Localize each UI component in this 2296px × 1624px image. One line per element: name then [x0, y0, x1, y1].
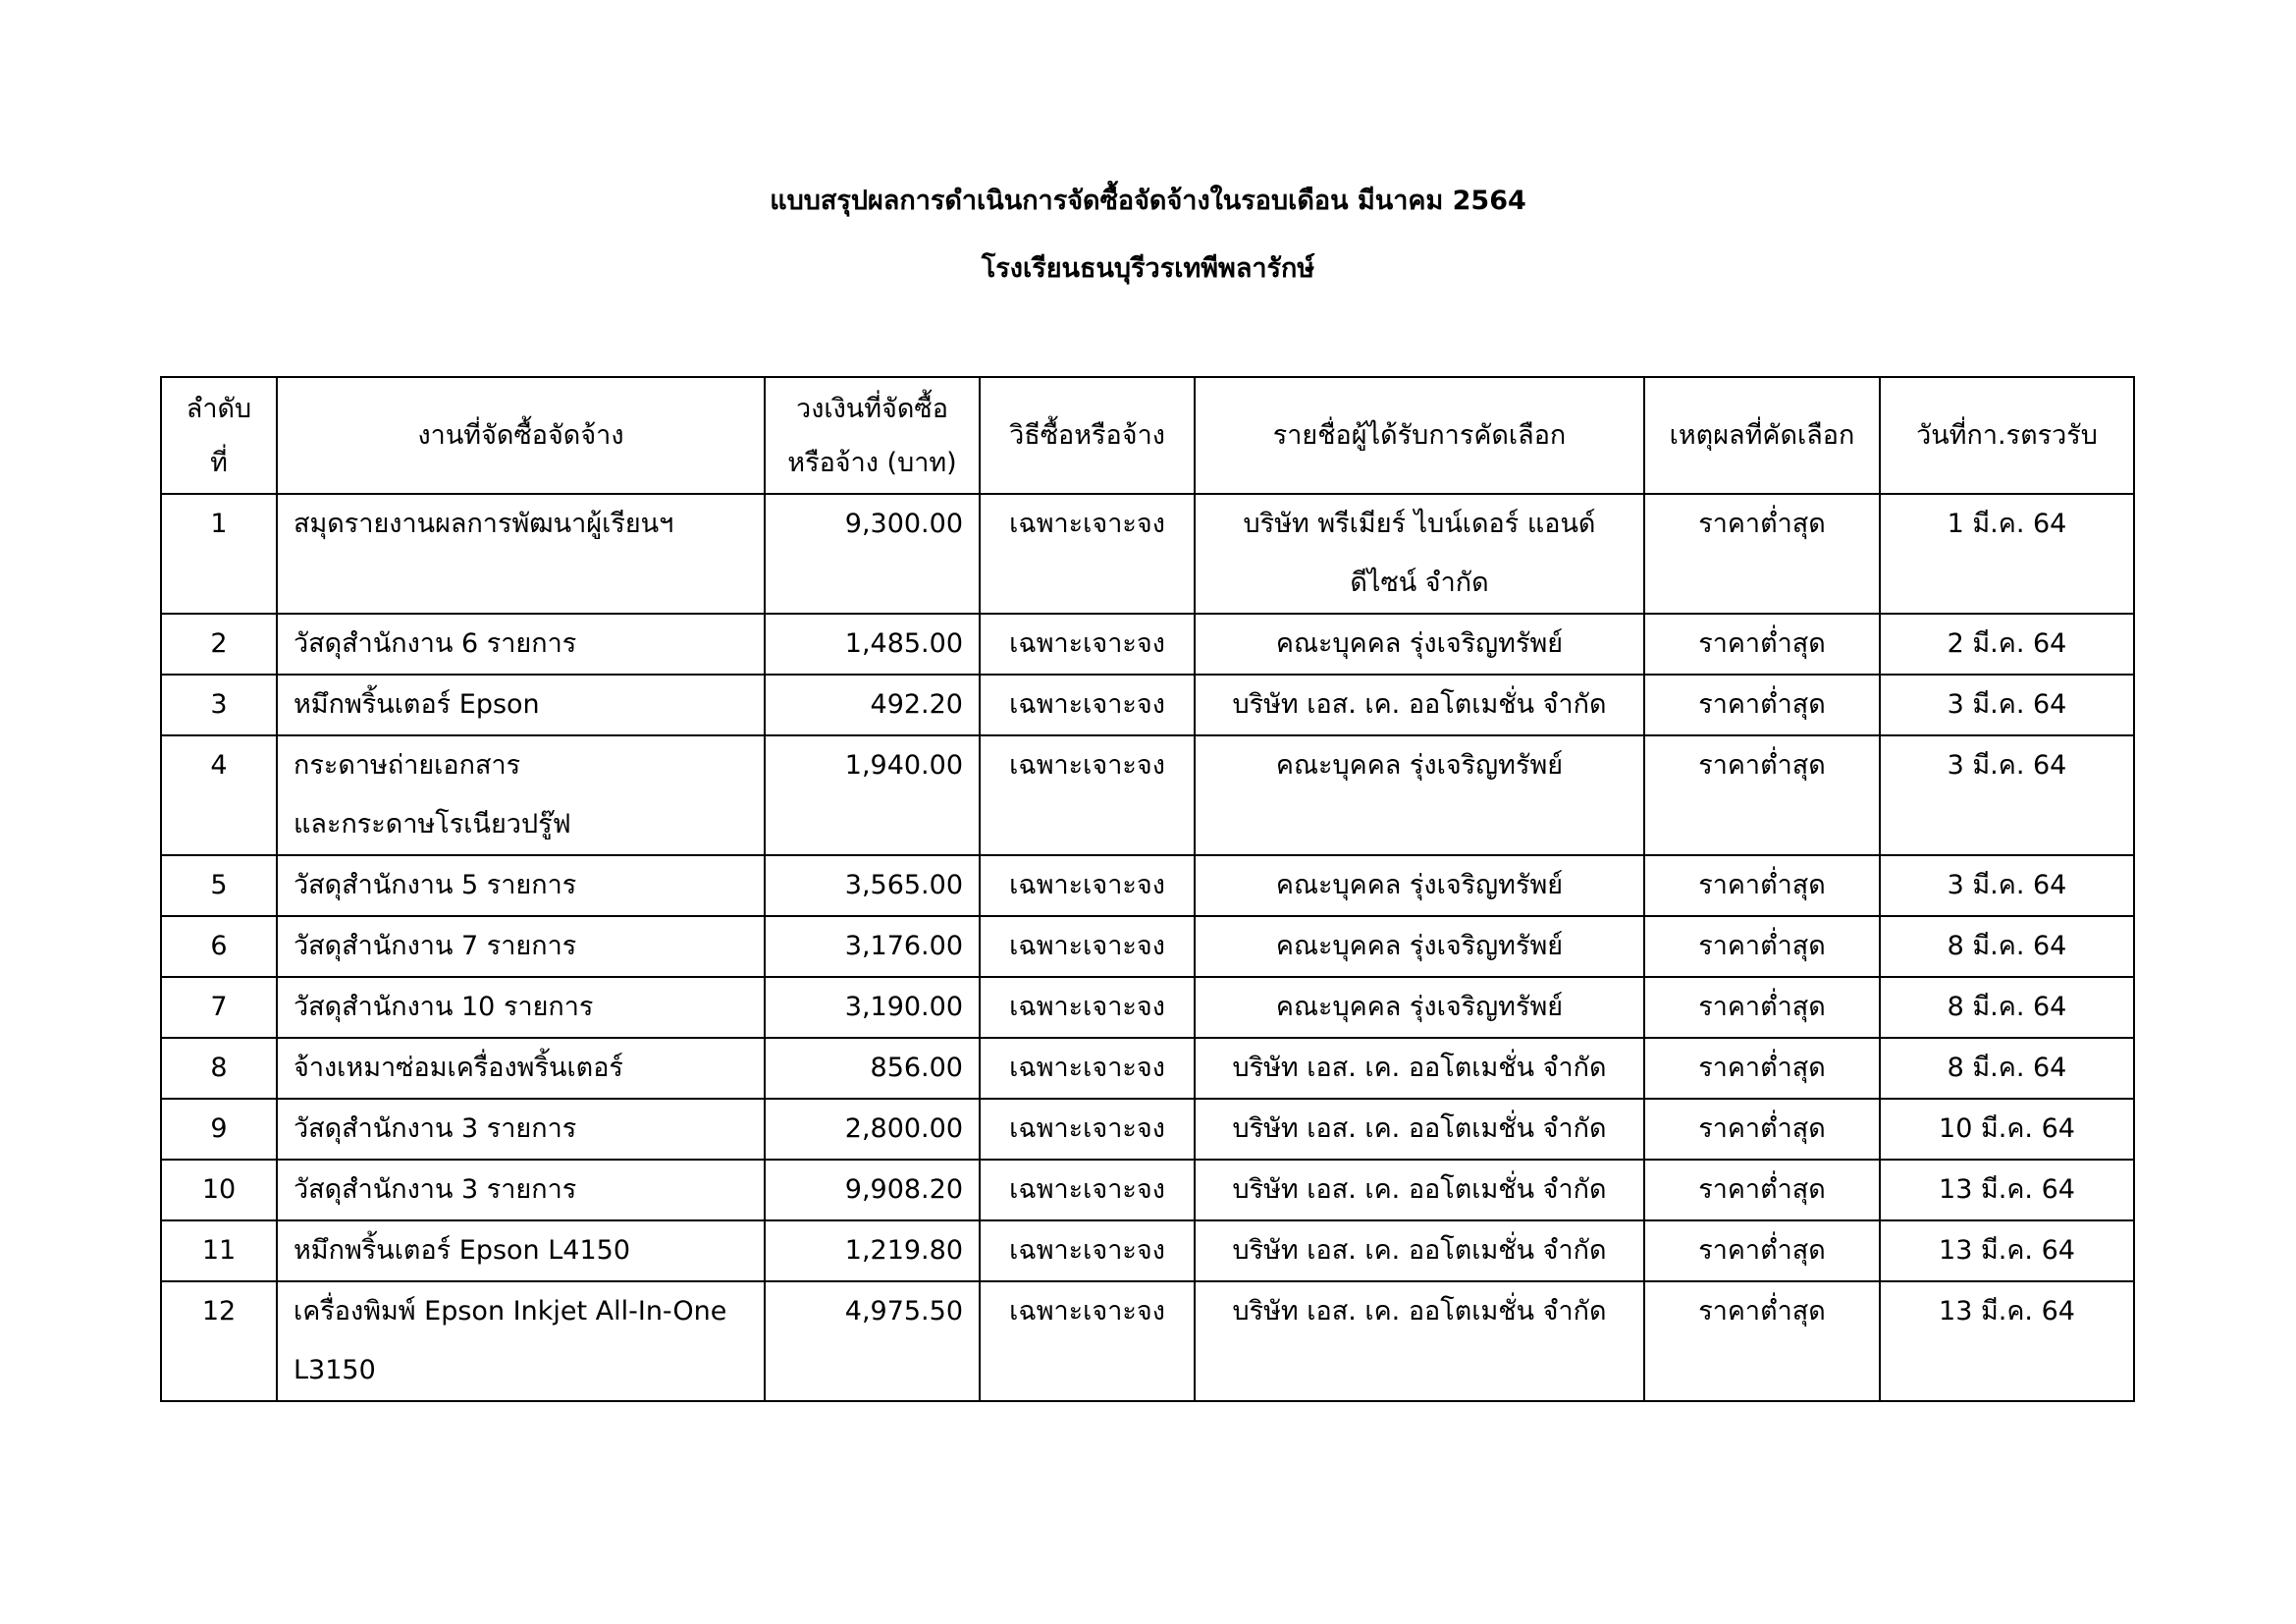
- cell-method: [980, 614, 1195, 675]
- table-row: [161, 1038, 2134, 1099]
- cell-no-text: 12: [201, 1296, 237, 1326]
- cell-item-text: วัสดุสำนักงาน 5 รายการ: [294, 870, 577, 900]
- cell-date-text: 8 มี.ค. 64: [1947, 931, 2067, 961]
- cell-date-text: 13 มี.ค. 64: [1939, 1235, 2075, 1266]
- table-row: [161, 494, 2134, 614]
- cell-method-text: เฉพาะเจาะจง: [1009, 689, 1165, 720]
- cell-item: [277, 977, 765, 1038]
- header-no: ลำดับที่: [161, 377, 277, 494]
- cell-no: [161, 1160, 277, 1220]
- table-row: [161, 1220, 2134, 1281]
- cell-vendor: [1195, 916, 1644, 977]
- cell-amount-text: 492.20: [870, 689, 963, 720]
- cell-date: [1880, 916, 2134, 977]
- cell-date-text: 10 มี.ค. 64: [1939, 1113, 2075, 1144]
- cell-vendor-text: บริษัท เอส. เค. ออโตเมชั่น จำกัด: [1232, 1296, 1607, 1326]
- cell-date-text: 8 มี.ค. 64: [1947, 992, 2067, 1022]
- table-row: [161, 916, 2134, 977]
- cell-vendor-text: คณะบุคคล รุ่งเจริญทรัพย์: [1275, 628, 1564, 659]
- cell-no: [161, 494, 277, 614]
- cell-no-text: 9: [210, 1113, 228, 1144]
- cell-vendor-text: บริษัท เอส. เค. ออโตเมชั่น จำกัด: [1232, 689, 1607, 720]
- cell-date-text: 13 มี.ค. 64: [1939, 1174, 2075, 1205]
- table-row: [161, 855, 2134, 916]
- cell-date-text: 1 มี.ค. 64: [1947, 509, 2067, 539]
- cell-item-text: วัสดุสำนักงาน 3 รายการ: [294, 1174, 577, 1205]
- header-amount: [765, 377, 980, 494]
- cell-no: [161, 916, 277, 977]
- cell-method: [980, 494, 1195, 614]
- cell-item-text: เครื่องพิมพ์ Epson Inkjet All-In-One: [294, 1296, 727, 1326]
- cell-vendor: [1195, 675, 1644, 735]
- header-vendor: รายชื่อผู้ได้รับการคัดเลือก: [1195, 377, 1644, 494]
- table-row: [161, 735, 2134, 855]
- cell-item-text: วัสดุสำนักงาน 7 รายการ: [294, 931, 577, 961]
- cell-method-text: เฉพาะเจาะจง: [1009, 1053, 1165, 1083]
- cell-no-text: 11: [201, 1235, 237, 1266]
- cell-method-text: เฉพาะเจาะจง: [1009, 628, 1165, 659]
- cell-date-text: 13 มี.ค. 64: [1939, 1296, 2075, 1326]
- school-name: โรงเรียนธนบุรีวรเทพีพลารักษ์: [981, 253, 1315, 284]
- cell-no-text: 8: [210, 1053, 228, 1083]
- cell-no: [161, 735, 277, 855]
- cell-vendor-text: คณะบุคคล รุ่งเจริญทรัพย์: [1275, 750, 1564, 781]
- cell-method: [980, 735, 1195, 855]
- cell-amount-text: 1,485.00: [844, 628, 963, 659]
- cell-item-text: กระดาษถ่ายเอกสาร: [294, 750, 521, 781]
- cell-item-text: สมุดรายงานผลการพัฒนาผู้เรียนฯ: [294, 509, 674, 539]
- table-header-row: [161, 377, 2134, 494]
- cell-amount: [765, 614, 980, 675]
- cell-item-text: วัสดุสำนักงาน 6 รายการ: [294, 628, 577, 659]
- cell-no-text: 3: [210, 689, 228, 720]
- cell-date: [1880, 494, 2134, 614]
- cell-reason-text: ราคาต่ำสุด: [1698, 992, 1826, 1022]
- cell-method: [980, 916, 1195, 977]
- table-row: [161, 675, 2134, 735]
- cell-reason: [1644, 735, 1880, 855]
- cell-vendor: [1195, 735, 1644, 855]
- cell-date: [1880, 1038, 2134, 1099]
- table-row: [161, 1281, 2134, 1401]
- cell-no: [161, 1038, 277, 1099]
- cell-item: [277, 1160, 765, 1220]
- cell-method-text: เฉพาะเจาะจง: [1009, 509, 1165, 539]
- cell-vendor: [1195, 1160, 1644, 1220]
- cell-item-text: จ้างเหมาซ่อมเครื่องพริ้นเตอร์: [294, 1053, 623, 1083]
- cell-no-text: 1: [210, 509, 228, 539]
- cell-no-text: 2: [210, 628, 228, 659]
- cell-amount-text: 3,565.00: [844, 870, 963, 900]
- cell-amount: [765, 675, 980, 735]
- cell-reason: [1644, 675, 1880, 735]
- cell-no: [161, 1281, 277, 1401]
- cell-date-text: 8 มี.ค. 64: [1947, 1053, 2067, 1083]
- cell-method: [980, 675, 1195, 735]
- cell-method-text: เฉพาะเจาะจง: [1009, 992, 1165, 1022]
- cell-vendor-text: คณะบุคคล รุ่งเจริญทรัพย์: [1275, 870, 1564, 900]
- table-row: [161, 1099, 2134, 1160]
- cell-reason: [1644, 855, 1880, 916]
- cell-reason-text: ราคาต่ำสุด: [1698, 870, 1826, 900]
- cell-reason-text: ราคาต่ำสุด: [1698, 1296, 1826, 1326]
- cell-vendor: [1195, 1220, 1644, 1281]
- cell-amount: [765, 1281, 980, 1401]
- cell-item-text: และกระดาษโรเนียวปรู๊ฟ: [294, 809, 571, 839]
- header-amount-line1: วงเงินที่จัดซื้อ: [796, 393, 948, 424]
- table-row: [161, 1160, 2134, 1220]
- cell-no-text: 4: [210, 750, 228, 781]
- cell-item: [277, 494, 765, 614]
- cell-date: [1880, 614, 2134, 675]
- cell-amount-text: 2,800.00: [844, 1113, 963, 1144]
- cell-item: [277, 1220, 765, 1281]
- cell-date-text: 3 มี.ค. 64: [1947, 689, 2067, 720]
- cell-no: [161, 1220, 277, 1281]
- cell-date: [1880, 855, 2134, 916]
- cell-item-text: วัสดุสำนักงาน 3 รายการ: [294, 1113, 577, 1144]
- table-row: [161, 614, 2134, 675]
- cell-reason: [1644, 1220, 1880, 1281]
- cell-amount: [765, 494, 980, 614]
- cell-vendor: [1195, 855, 1644, 916]
- cell-vendor: [1195, 1281, 1644, 1401]
- cell-amount: [765, 1038, 980, 1099]
- cell-reason-text: ราคาต่ำสุด: [1698, 1113, 1826, 1144]
- cell-method: [980, 1038, 1195, 1099]
- cell-method-text: เฉพาะเจาะจง: [1009, 1296, 1165, 1326]
- cell-date: [1880, 1220, 2134, 1281]
- cell-vendor: [1195, 1038, 1644, 1099]
- document-title: แบบสรุปผลการดำเนินการจัดซื้อจัดจ้างในรอบเดือน มีนาคม 2564: [770, 186, 1526, 216]
- cell-item: [277, 1038, 765, 1099]
- cell-item: [277, 1099, 765, 1160]
- cell-reason-text: ราคาต่ำสุด: [1698, 689, 1826, 720]
- cell-method-text: เฉพาะเจาะจง: [1009, 750, 1165, 781]
- header-method: วิธีซื้อหรือจ้าง: [980, 377, 1195, 494]
- cell-amount: [765, 735, 980, 855]
- cell-item: [277, 675, 765, 735]
- cell-no: [161, 1099, 277, 1160]
- cell-no-text: 5: [210, 870, 228, 900]
- cell-amount-text: 3,176.00: [844, 931, 963, 961]
- cell-vendor-text: บริษัท พรีเมียร์ ไบน์เดอร์ แอนด์: [1243, 509, 1596, 539]
- cell-amount-text: 1,940.00: [844, 750, 963, 781]
- cell-date-text: 2 มี.ค. 64: [1947, 628, 2067, 659]
- table-row: [161, 977, 2134, 1038]
- cell-method: [980, 1160, 1195, 1220]
- cell-vendor-text: บริษัท เอส. เค. ออโตเมชั่น จำกัด: [1232, 1113, 1607, 1144]
- cell-amount-text: 1,219.80: [844, 1235, 963, 1266]
- cell-amount: [765, 1220, 980, 1281]
- cell-no-text: 10: [201, 1174, 237, 1205]
- cell-reason: [1644, 1160, 1880, 1220]
- cell-no-text: 7: [210, 992, 228, 1022]
- cell-reason-text: ราคาต่ำสุด: [1698, 1235, 1826, 1266]
- cell-item-text: หมึกพริ้นเตอร์ Epson: [294, 689, 540, 720]
- cell-vendor: [1195, 494, 1644, 614]
- cell-reason-text: ราคาต่ำสุด: [1698, 628, 1826, 659]
- cell-vendor-text: บริษัท เอส. เค. ออโตเมชั่น จำกัด: [1232, 1235, 1607, 1266]
- header-item: งานที่จัดซื้อจัดจ้าง: [277, 377, 765, 494]
- cell-date-text: 3 มี.ค. 64: [1947, 870, 2067, 900]
- cell-vendor-text: ดีไซน์ จำกัด: [1350, 568, 1489, 598]
- cell-date: [1880, 977, 2134, 1038]
- procurement-table: [160, 376, 2135, 1402]
- cell-item-text: L3150: [294, 1355, 376, 1385]
- cell-item-text: วัสดุสำนักงาน 10 รายการ: [294, 992, 594, 1022]
- cell-method: [980, 855, 1195, 916]
- cell-no-text: 6: [210, 931, 228, 961]
- cell-item: [277, 614, 765, 675]
- cell-method-text: เฉพาะเจาะจง: [1009, 870, 1165, 900]
- cell-amount: [765, 1160, 980, 1220]
- cell-reason-text: ราคาต่ำสุด: [1698, 1053, 1826, 1083]
- cell-reason: [1644, 1038, 1880, 1099]
- cell-vendor-text: คณะบุคคล รุ่งเจริญทรัพย์: [1275, 931, 1564, 961]
- header-date: วันที่กา.รตรวรับ: [1880, 377, 2134, 494]
- cell-date: [1880, 1099, 2134, 1160]
- cell-reason: [1644, 614, 1880, 675]
- cell-date-text: 3 มี.ค. 64: [1947, 750, 2067, 781]
- table-body: [161, 494, 2134, 1401]
- cell-reason-text: ราคาต่ำสุด: [1698, 1174, 1826, 1205]
- cell-reason: [1644, 494, 1880, 614]
- cell-method: [980, 1281, 1195, 1401]
- cell-reason-text: ราคาต่ำสุด: [1698, 509, 1826, 539]
- cell-reason: [1644, 1281, 1880, 1401]
- cell-item-text: หมึกพริ้นเตอร์ Epson L4150: [294, 1235, 630, 1266]
- cell-vendor-text: บริษัท เอส. เค. ออโตเมชั่น จำกัด: [1232, 1174, 1607, 1205]
- cell-reason: [1644, 916, 1880, 977]
- cell-amount: [765, 855, 980, 916]
- cell-method: [980, 1220, 1195, 1281]
- cell-no: [161, 855, 277, 916]
- cell-item: [277, 1281, 765, 1401]
- header-amount-line2: หรือจ้าง (บาท): [787, 447, 957, 478]
- cell-vendor-text: บริษัท เอส. เค. ออโตเมชั่น จำกัด: [1232, 1053, 1607, 1083]
- cell-reason-text: ราคาต่ำสุด: [1698, 931, 1826, 961]
- cell-amount: [765, 1099, 980, 1160]
- header-reason: เหตุผลที่คัดเลือก: [1644, 377, 1880, 494]
- cell-item: [277, 735, 765, 855]
- cell-amount-text: 9,300.00: [844, 509, 963, 539]
- cell-date: [1880, 1281, 2134, 1401]
- cell-date: [1880, 735, 2134, 855]
- cell-amount-text: 3,190.00: [844, 992, 963, 1022]
- cell-amount: [765, 916, 980, 977]
- cell-amount-text: 4,975.50: [844, 1296, 963, 1326]
- cell-no: [161, 675, 277, 735]
- cell-method: [980, 1099, 1195, 1160]
- cell-date: [1880, 675, 2134, 735]
- cell-vendor: [1195, 977, 1644, 1038]
- cell-amount-text: 856.00: [870, 1053, 963, 1083]
- cell-vendor: [1195, 614, 1644, 675]
- cell-amount: [765, 977, 980, 1038]
- cell-amount-text: 9,908.20: [844, 1174, 963, 1205]
- cell-reason: [1644, 977, 1880, 1038]
- cell-method-text: เฉพาะเจาะจง: [1009, 931, 1165, 961]
- cell-item: [277, 855, 765, 916]
- cell-method: [980, 977, 1195, 1038]
- cell-method-text: เฉพาะเจาะจง: [1009, 1235, 1165, 1266]
- cell-method-text: เฉพาะเจาะจง: [1009, 1174, 1165, 1205]
- cell-date: [1880, 1160, 2134, 1220]
- cell-no: [161, 614, 277, 675]
- cell-method-text: เฉพาะเจาะจง: [1009, 1113, 1165, 1144]
- cell-vendor-text: คณะบุคคล รุ่งเจริญทรัพย์: [1275, 992, 1564, 1022]
- cell-no: [161, 977, 277, 1038]
- cell-item: [277, 916, 765, 977]
- cell-reason: [1644, 1099, 1880, 1160]
- cell-reason-text: ราคาต่ำสุด: [1698, 750, 1826, 781]
- cell-vendor: [1195, 1099, 1644, 1160]
